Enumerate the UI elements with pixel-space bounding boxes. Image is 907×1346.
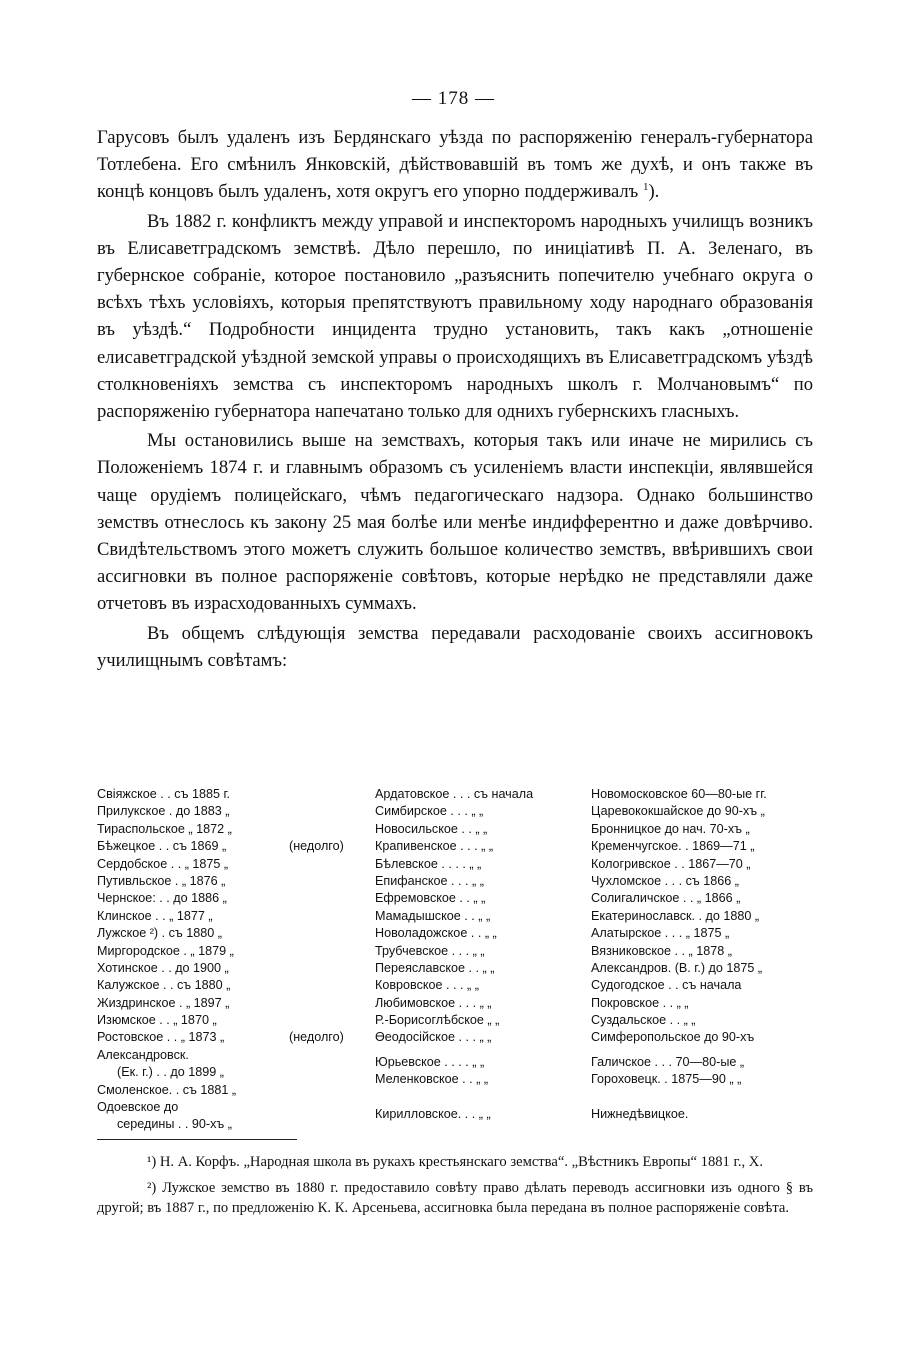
list-item: Лужское ²) . съ 1880 „ <box>97 926 222 941</box>
footnote-divider <box>97 1139 297 1140</box>
list-item: Новосильское . . „ „ <box>375 821 488 836</box>
list-item: Царевококшайское до 90-хъ „ <box>591 804 765 819</box>
list-item: Бронницкое до нач. 70-хъ „ <box>591 821 750 836</box>
list-item: Өеодосійское . . . „ „ <box>375 1030 492 1045</box>
list-item: Прилукское . до 1883 „ <box>97 804 230 819</box>
list-item: Меленковское . . „ „ <box>375 1072 489 1087</box>
footnotes <box>97 1152 813 1224</box>
list-item: Чернское: . . до 1886 „ <box>97 891 227 906</box>
list-item: Свіяжское . . съ 1885 г. <box>97 787 231 801</box>
list-item: Путивльское . „ 1876 „ <box>97 873 226 888</box>
list-item: Кирилловское. . . „ „ <box>375 1106 491 1121</box>
list-item: Симбирское . . . „ „ <box>375 804 484 819</box>
list-item: Переяславское . . „ „ <box>375 960 495 975</box>
list-item: Р.-Борисоглѣбское „ „ <box>375 1013 500 1028</box>
list-item: Алатырское . . . „ 1875 „ <box>591 926 730 941</box>
list-item: Одоевское до <box>97 1100 179 1115</box>
zemstvo-list-column-1 <box>97 786 362 1134</box>
list-item: Ардатовское . . . съ начала <box>375 787 534 801</box>
list-item-note: (недолго) <box>289 839 344 854</box>
list-item: Суздальское . . „ „ <box>591 1013 696 1028</box>
list-item-text: Ростовское . . „ 1873 „ <box>97 1030 225 1045</box>
paragraph-1-text: Гарусовъ былъ удаленъ изъ Бердянскаго уѣзда по распоряженію генералъ-губернатора Тотлебена. Его смѣнилъ Янковскій, дѣйствовавшій въ томъ же духѣ, и онъ также въ концѣ концовъ былъ удаленъ, хотя округъ его упорно поддерживалъ <box>97 127 813 203</box>
paragraph-3: Мы остановились выше на земствахъ, которыя такъ или иначе не мирились съ Положеніемъ 1874 г. и главнымъ образомъ съ усиленіемъ власти инспекціи, являвшейся чаще орудіемъ полицейскаго, чѣмъ педагогическаго надзора. Однако большинство земствъ отнеслось къ закону 25 мая болѣе или менѣе индифферентно и даже довѣрчиво. Свидѣтельствомъ этого можетъ служить большое количество земствъ, ввѣрившихъ свои ассигновки въ полное распоряженіе совѣтовъ, которые нерѣдко не представляли даже отчетовъ въ израсходованныхъ суммахъ. <box>97 430 813 615</box>
list-item: Смоленское. . съ 1881 „ <box>97 1082 237 1097</box>
zemstvo-list <box>97 786 817 1136</box>
list-item: Сердобское . . „ 1875 „ <box>97 856 229 871</box>
list-item: Епифанское . . . „ „ <box>375 873 484 888</box>
list-item: Кременчугское. . 1869—71 „ <box>591 839 755 854</box>
paragraph-1-tail: ). <box>648 181 660 203</box>
paragraph-4: Въ общемъ слѣдующія земства передавали расходованіе своихъ ассигновокъ училищнымъ совѣтамъ: <box>97 622 813 671</box>
list-item: Мамадышское . . „ „ <box>375 908 491 923</box>
zemstvo-list-column-2 <box>375 786 580 1123</box>
list-item <box>97 838 362 855</box>
list-item: Калужское . . съ 1880 „ <box>97 978 231 993</box>
list-item-text: Бѣжецкое . . съ 1869 „ <box>97 839 227 854</box>
list-item: Екатеринославск. . до 1880 „ <box>591 908 760 923</box>
list-item: Трубчевское . . . „ „ <box>375 943 485 958</box>
list-item: Любимовское . . . „ „ <box>375 995 492 1010</box>
list-item: Галичское . . . 70—80-ые „ <box>591 1054 745 1069</box>
list-item: Чухломское . . . съ 1866 „ <box>591 873 739 888</box>
list-item: Юрьевское . . . . „ „ <box>375 1054 485 1069</box>
page-number: — 178 — <box>412 88 495 109</box>
list-item: Кологривское . . 1867—70 „ <box>591 856 751 871</box>
list-item: Хотинское . . до 1900 „ <box>97 960 229 975</box>
list-item: Крапивенское . . . „ „ <box>375 839 494 854</box>
list-item: Миргородское . „ 1879 „ <box>97 943 234 958</box>
zemstvo-list-column-3 <box>591 786 817 1123</box>
paragraph-2: Въ 1882 г. конфликтъ между управой и инспекторомъ народныхъ училищъ возникъ въ Елисаветградскомъ земствѣ. Дѣло перешло, по иниціативѣ П. А. Зеленаго, въ губернское собраніе, которое постановило „разъяснить попечителю учебнаго округа о всѣхъ тѣхъ условіяхъ, которыя препятствуютъ правильному ходу народнаго образованія въ уѣздѣ.“ Подробности инцидента трудно установить, такъ какъ „отношеніе елисаветградской уѣздной земской управы о происходящихъ въ Елисаветградскомъ уѣздѣ столкновеніяхъ земства съ инспекторомъ народныхъ школъ г. Молчановымъ“ по распоряженію губернатора напечатано только для однихъ губернскихъ гласныхъ. <box>97 210 813 423</box>
list-item: Александровск. <box>97 1047 189 1062</box>
footnote-1: ¹) Н. А. Корфъ. „Народная школа въ рукахъ крестьянскаго земства“. „Вѣстникъ Европы“ 1881 г., X. <box>147 1154 763 1170</box>
list-item: Гороховецк. . 1875—90 „ „ <box>591 1072 742 1087</box>
list-item: Покровское . . „ „ <box>591 995 689 1010</box>
list-item: Жиздринское . „ 1897 „ <box>97 995 230 1010</box>
list-item: Вязниковское . . „ 1878 „ <box>591 943 732 958</box>
paragraph-1 <box>97 124 813 206</box>
footnote-2: ²) Лужское земство въ 1880 г. предоставило совѣту право дѣлать переводъ ассигновки изъ одного § въ другой; въ 1887 г., по предложенію К. К. Арсеньева, ассигновка была передана въ полное распоряженіе совѣта. <box>97 1180 813 1216</box>
list-item: середины . . 90-хъ „ <box>117 1117 232 1132</box>
list-item-note: (недолго) <box>289 1030 344 1045</box>
list-item: Симферопольское до 90-хъ <box>591 1030 755 1045</box>
list-item: Клинское . . „ 1877 „ <box>97 908 213 923</box>
list-item: (Ек. г.) . . до 1899 „ <box>117 1065 224 1080</box>
list-item: Судогодское . . съ начала <box>591 978 742 993</box>
list-item: Новоладожское . . „ „ <box>375 926 497 941</box>
list-item: Ефремовское . . „ „ <box>375 891 486 906</box>
footnote-ref-1: 1 <box>642 181 649 194</box>
list-item: Изюмское . . „ 1870 „ <box>97 1013 217 1028</box>
list-item: Солигаличское . . „ 1866 „ <box>591 891 741 906</box>
list-item: Тираспольское „ 1872 „ <box>97 821 232 836</box>
list-item: Бѣлевское . . . . „ „ <box>375 856 482 871</box>
list-item <box>97 1029 362 1046</box>
main-text <box>97 124 813 674</box>
list-item: Новомосковское 60—80-ые гг. <box>591 787 767 801</box>
list-item: Нижнедѣвицкое. <box>591 1106 689 1121</box>
list-item: Александров. (В. г.) до 1875 „ <box>591 960 763 975</box>
list-item: Ковровское . . . „ „ <box>375 978 479 993</box>
